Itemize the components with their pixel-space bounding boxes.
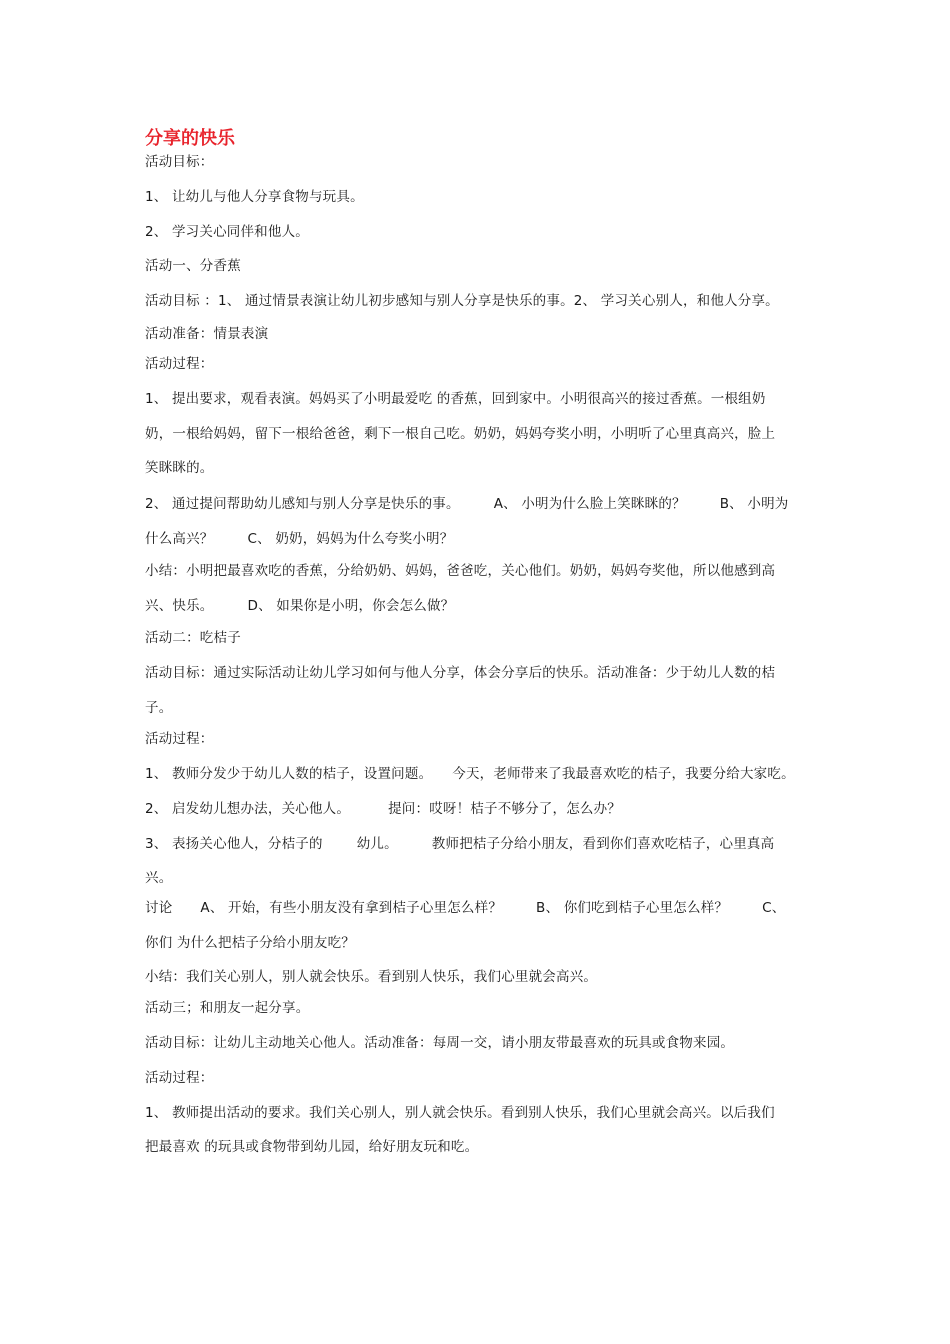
text-segment: D、 如果你是小明，你会怎么做？ — [247, 598, 455, 614]
text-segment: B、 你们吃到桔子心里怎么样？ — [536, 900, 729, 916]
text-line — [145, 800, 621, 818]
text-segment: 幼儿。 — [356, 836, 398, 852]
text-line: 1、 提出要求，观看表演。妈妈买了小明最爱吃 的香蕉，回到家中。小明很高兴的接过香蕉。一根组奶 — [145, 391, 766, 407]
text-line: 子。 — [145, 700, 173, 716]
text-line: 小结：我们关心别人，别人就会快乐。看到别人快乐，我们心里就会高兴。 — [145, 969, 598, 985]
text-segment: 2、 启发幼儿想办法，关心他人。 — [145, 801, 351, 817]
text-line: 1、 教师提出活动的要求。我们关心别人，别人就会快乐。看到别人快乐，我们心里就会高兴。以后我们 — [145, 1105, 775, 1121]
text-line: 活动目标：通过实际活动让幼儿学习如何与他人分享，体会分享后的快乐。活动准备：少于幼儿人数的桔 — [145, 665, 776, 681]
text-segment: 什么高兴？ — [145, 531, 214, 547]
text-line — [145, 765, 795, 783]
text-segment: 1、 教师分发少于幼儿人数的桔子，设置问题。 — [145, 766, 433, 782]
text-line — [145, 899, 785, 917]
text-segment: C、 奶奶，妈妈为什么夸奖小明？ — [247, 531, 454, 547]
text-segment: 兴、快乐。 — [145, 598, 214, 614]
text-line: 活动目标 ：1、 通过情景表演让幼儿初步感知与别人分享是快乐的事。2、 学习关心别人，和他人分享。 — [145, 293, 779, 309]
text-line: 活动目标： — [145, 154, 214, 170]
text-segment: 3、 表扬关心他人，分桔子的 — [145, 836, 323, 852]
text-segment: C、 — [762, 900, 786, 916]
text-line: 1、 让幼儿与他人分享食物与玩具。 — [145, 189, 364, 205]
text-segment: A、 开始，有些小朋友没有拿到桔子心里怎么样？ — [200, 900, 503, 916]
text-line: 笑眯眯的。 — [145, 460, 214, 476]
text-segment: B、 小明为 — [719, 496, 789, 512]
text-line: 活动目标：让幼儿主动地关心他人。活动准备：每周一交，请小朋友带最喜欢的玩具或食物来园。 — [145, 1035, 735, 1051]
text-line: 活动准备：情景表演 — [145, 326, 269, 342]
text-segment: 提问：哎呀！桔子不够分了，怎么办？ — [388, 801, 621, 817]
text-segment: 2、 通过提问帮助幼儿感知与别人分享是快乐的事。 — [145, 496, 460, 512]
text-line: 你们 为什么把桔子分给小朋友吃？ — [145, 935, 355, 951]
section-heading: 活动三；和朋友一起分享。 — [145, 1000, 310, 1016]
text-line: 2、 学习关心同伴和他人。 — [145, 224, 309, 240]
document-title: 分享的快乐 — [145, 128, 235, 149]
text-line: 活动过程： — [145, 356, 214, 372]
section-heading: 活动二：吃桔子 — [145, 630, 241, 646]
text-line — [145, 835, 774, 853]
section-heading: 活动一、分香蕉 — [145, 258, 241, 274]
text-line: 把最喜欢 的玩具或食物带到幼儿园，给好朋友玩和吃。 — [145, 1139, 479, 1155]
text-line: 活动过程： — [145, 1070, 214, 1086]
text-line — [145, 597, 454, 615]
text-line: 活动过程： — [145, 731, 214, 747]
text-segment: 讨论 — [145, 900, 173, 916]
text-line — [145, 530, 453, 548]
text-line: 奶，一根给妈妈，留下一根给爸爸，剩下一根自己吃。奶奶，妈妈夸奖小明，小明听了心里真高兴，脸上 — [145, 426, 776, 442]
text-segment: A、 小明为什么脸上笑眯眯的？ — [493, 496, 686, 512]
text-segment: 教师把桔子分给小朋友，看到你们喜欢吃桔子，心里真高 — [431, 836, 775, 852]
text-segment: 今天，老师带来了我最喜欢吃的桔子，我要分给大家吃。 — [452, 766, 795, 782]
text-line — [145, 495, 788, 513]
text-line: 兴。 — [145, 870, 173, 886]
text-line: 小结：小明把最喜欢吃的香蕉，分给奶奶、妈妈，爸爸吃，关心他们。奶奶，妈妈夸奖他，所以他感到高 — [145, 563, 776, 579]
